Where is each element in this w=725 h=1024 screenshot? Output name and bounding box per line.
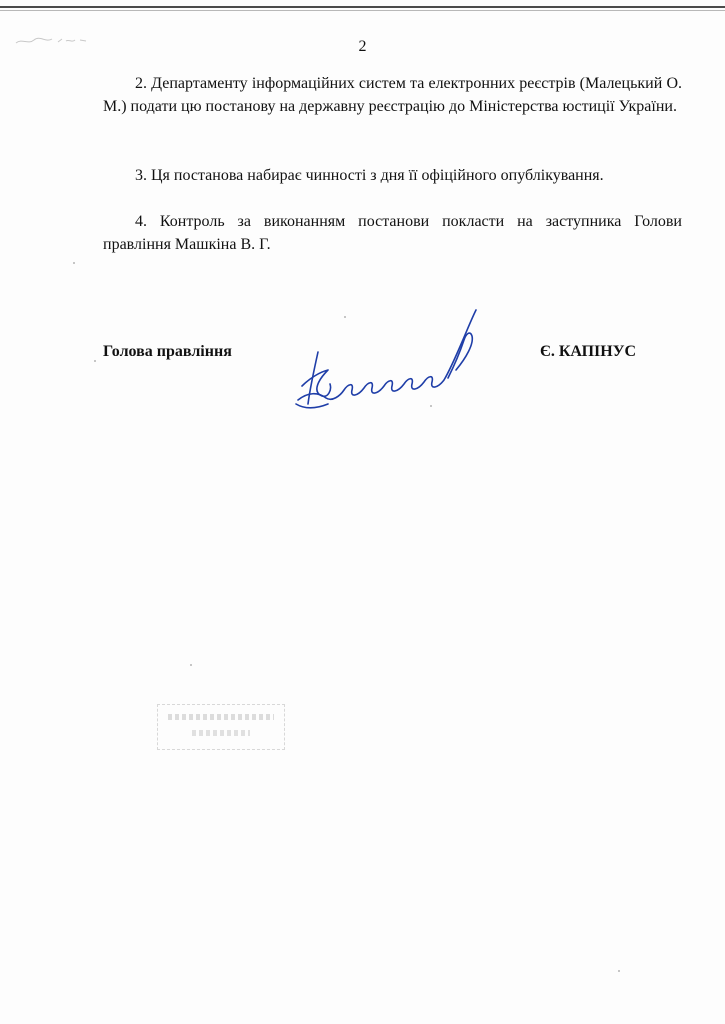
paragraph-item-2 xyxy=(103,72,682,118)
stamp-text-line xyxy=(168,714,274,720)
scan-speck xyxy=(73,262,75,264)
paragraph-text: 4. Контроль за виконанням постанови покласти на заступника Голови правління Машкіна В. Г. xyxy=(103,213,682,253)
scan-speck xyxy=(94,360,96,362)
scan-speck xyxy=(190,664,192,666)
faded-stamp-icon xyxy=(157,704,285,750)
scan-speck xyxy=(344,316,346,318)
signatory-name: Є. КАПІНУС xyxy=(539,343,636,360)
paragraph-item-4 xyxy=(103,210,682,256)
signature-icon xyxy=(288,300,488,415)
stamp-text-line xyxy=(192,730,250,736)
top-scan-edge-secondary xyxy=(0,10,725,11)
top-scan-edge xyxy=(0,6,725,8)
paragraph-item-3 xyxy=(103,164,682,187)
signatory-title: Голова правління xyxy=(103,343,232,360)
scan-speck xyxy=(618,970,620,972)
page-number: 2 xyxy=(358,38,367,55)
scan-speck xyxy=(430,405,432,407)
paragraph-text: 3. Ця постанова набирає чинності з дня її офіційного опублікування. xyxy=(135,167,604,184)
paragraph-text: 2. Департаменту інформаційних систем та електронних реєстрів (Малецький О. М.) подати цю постанову на державну реєстрацію до Міністерства юстиції України. xyxy=(103,75,682,115)
